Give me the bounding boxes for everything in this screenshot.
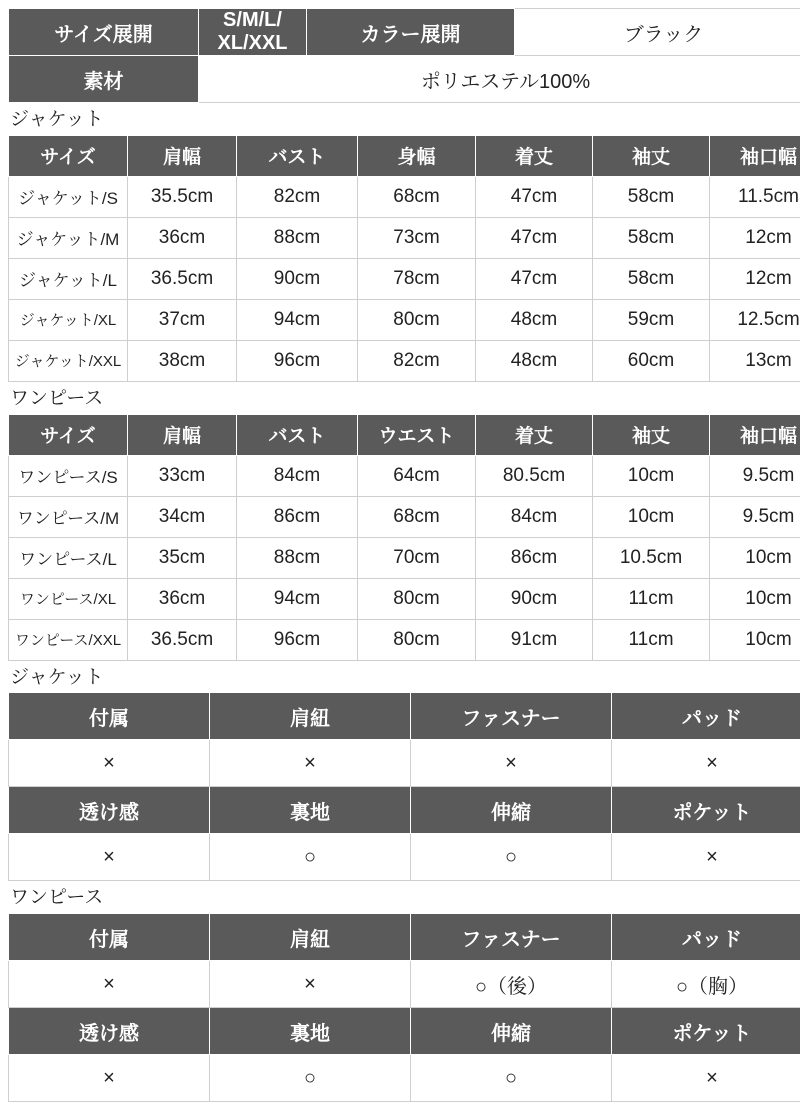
cell-stretch: ○ [411, 834, 612, 881]
cell-body-width: 78cm [358, 258, 476, 299]
table-row [9, 496, 800, 537]
cell-pad: ○（胸） [612, 961, 800, 1008]
cell-cuff-width: 11.5cm [710, 176, 800, 217]
table-row [9, 578, 800, 619]
cell-cuff-width: 10cm [710, 619, 800, 660]
cell-shoulder: 36cm [128, 217, 237, 258]
header-stretch: 伸縮 [411, 1008, 612, 1055]
cell-bust: 96cm [237, 619, 358, 660]
cell-lining: ○ [210, 1055, 411, 1102]
table-row [9, 961, 800, 1008]
header-cuff-width: 袖口幅 [710, 135, 800, 176]
cell-length: 47cm [476, 258, 593, 299]
cell-shoulder: 33cm [128, 455, 237, 496]
cell-waist: 80cm [358, 578, 476, 619]
header-length: 着丈 [476, 135, 593, 176]
cell-length: 84cm [476, 496, 593, 537]
header-sheerness: 透け感 [9, 787, 210, 834]
cell-bust: 84cm [237, 455, 358, 496]
cell-strap: × [210, 740, 411, 787]
header-shoulder: 肩幅 [128, 135, 237, 176]
cell-cuff-width: 10cm [710, 537, 800, 578]
cell-bust: 94cm [237, 578, 358, 619]
table-header-row [9, 914, 800, 961]
caption-dress-measurements: ワンピース [10, 388, 792, 411]
cell-sleeve-length: 60cm [593, 340, 710, 381]
cell-size: ワンピース/L [9, 537, 128, 578]
cell-cuff-width: 9.5cm [710, 496, 800, 537]
header-shoulder: 肩幅 [128, 414, 237, 455]
header-waist: ウエスト [358, 414, 476, 455]
cell-shoulder: 36.5cm [128, 258, 237, 299]
cell-pad: × [612, 740, 800, 787]
header-pad: パッド [612, 914, 800, 961]
cell-color-label: カラー展開 [307, 9, 515, 56]
cell-length: 48cm [476, 340, 593, 381]
cell-length: 80.5cm [476, 455, 593, 496]
cell-pocket: × [612, 1055, 800, 1102]
cell-body-width: 80cm [358, 299, 476, 340]
header-strap: 肩紐 [210, 914, 411, 961]
header-sheerness: 透け感 [9, 1008, 210, 1055]
cell-sleeve-length: 10cm [593, 455, 710, 496]
cell-bust: 86cm [237, 496, 358, 537]
cell-shoulder: 36.5cm [128, 619, 237, 660]
table-row [9, 217, 800, 258]
table-header-row [9, 1008, 800, 1055]
header-body-width: 身幅 [358, 135, 476, 176]
cell-color-value: ブラック [515, 9, 800, 56]
cell-sleeve-length: 58cm [593, 176, 710, 217]
header-cuff-width: 袖口幅 [710, 414, 800, 455]
cell-bust: 88cm [237, 537, 358, 578]
size-range-line2: XL/XXL [217, 32, 287, 54]
cell-shoulder: 35cm [128, 537, 237, 578]
cell-size-range-value [199, 9, 307, 56]
cell-zipper: × [411, 740, 612, 787]
table-row [9, 1055, 800, 1102]
table-row [9, 537, 800, 578]
cell-sleeve-length: 58cm [593, 217, 710, 258]
cell-length: 90cm [476, 578, 593, 619]
cell-cuff-width: 12cm [710, 258, 800, 299]
header-stretch: 伸縮 [411, 787, 612, 834]
caption-jacket-features: ジャケット [10, 667, 792, 690]
cell-material-value: ポリエステル100% [199, 56, 800, 103]
cell-bust: 96cm [237, 340, 358, 381]
header-zipper: ファスナー [411, 693, 612, 740]
cell-stretch: ○ [411, 1055, 612, 1102]
table-row [9, 176, 800, 217]
header-pocket: ポケット [612, 787, 800, 834]
cell-body-width: 82cm [358, 340, 476, 381]
cell-sleeve-length: 11cm [593, 578, 710, 619]
cell-size: ジャケット/M [9, 217, 128, 258]
jacket-features-table [8, 692, 800, 881]
header-size: サイズ [9, 135, 128, 176]
dress-measurements-table [8, 414, 800, 661]
cell-length: 47cm [476, 217, 593, 258]
cell-size: ジャケット/S [9, 176, 128, 217]
cell-length: 86cm [476, 537, 593, 578]
cell-bust: 82cm [237, 176, 358, 217]
cell-cuff-width: 9.5cm [710, 455, 800, 496]
table-row [9, 299, 800, 340]
cell-sleeve-length: 11cm [593, 619, 710, 660]
header-lining: 裏地 [210, 1008, 411, 1055]
dress-features-table [8, 913, 800, 1102]
cell-cuff-width: 12.5cm [710, 299, 800, 340]
table-row [9, 56, 800, 103]
header-size: サイズ [9, 414, 128, 455]
cell-size: ジャケット/XXL [9, 340, 128, 381]
summary-table [8, 8, 800, 103]
table-row [9, 619, 800, 660]
cell-size: ワンピース/M [9, 496, 128, 537]
header-strap: 肩紐 [210, 693, 411, 740]
table-header-row [9, 135, 800, 176]
cell-cuff-width: 13cm [710, 340, 800, 381]
cell-shoulder: 36cm [128, 578, 237, 619]
cell-strap: × [210, 961, 411, 1008]
cell-waist: 70cm [358, 537, 476, 578]
cell-zipper: ○（後） [411, 961, 612, 1008]
cell-length: 91cm [476, 619, 593, 660]
header-lining: 裏地 [210, 787, 411, 834]
header-zipper: ファスナー [411, 914, 612, 961]
table-header-row [9, 787, 800, 834]
cell-length: 47cm [476, 176, 593, 217]
cell-shoulder: 38cm [128, 340, 237, 381]
header-pad: パッド [612, 693, 800, 740]
cell-sleeve-length: 10.5cm [593, 537, 710, 578]
header-pocket: ポケット [612, 1008, 800, 1055]
cell-bust: 88cm [237, 217, 358, 258]
cell-size: ワンピース/S [9, 455, 128, 496]
cell-sheerness: × [9, 1055, 210, 1102]
table-row [9, 340, 800, 381]
header-bust: バスト [237, 135, 358, 176]
header-length: 着丈 [476, 414, 593, 455]
cell-material-label: 素材 [9, 56, 199, 103]
cell-size: ジャケット/L [9, 258, 128, 299]
cell-sleeve-length: 58cm [593, 258, 710, 299]
cell-lining: ○ [210, 834, 411, 881]
cell-shoulder: 37cm [128, 299, 237, 340]
cell-waist: 80cm [358, 619, 476, 660]
cell-size-range-label: サイズ展開 [9, 9, 199, 56]
table-row [9, 740, 800, 787]
cell-length: 48cm [476, 299, 593, 340]
header-accessory: 付属 [9, 914, 210, 961]
cell-waist: 68cm [358, 496, 476, 537]
cell-accessory: × [9, 740, 210, 787]
cell-size: ワンピース/XXL [9, 619, 128, 660]
table-row [9, 834, 800, 881]
cell-shoulder: 35.5cm [128, 176, 237, 217]
table-header-row [9, 693, 800, 740]
cell-bust: 94cm [237, 299, 358, 340]
header-bust: バスト [237, 414, 358, 455]
cell-accessory: × [9, 961, 210, 1008]
table-header-row [9, 414, 800, 455]
cell-body-width: 73cm [358, 217, 476, 258]
cell-waist: 64cm [358, 455, 476, 496]
cell-cuff-width: 12cm [710, 217, 800, 258]
header-sleeve-length: 袖丈 [593, 135, 710, 176]
caption-dress-features: ワンピース [10, 887, 792, 910]
cell-size: ジャケット/XL [9, 299, 128, 340]
header-sleeve-length: 袖丈 [593, 414, 710, 455]
cell-size: ワンピース/XL [9, 578, 128, 619]
table-row [9, 9, 800, 56]
jacket-measurements-table [8, 135, 800, 382]
cell-body-width: 68cm [358, 176, 476, 217]
cell-sheerness: × [9, 834, 210, 881]
header-accessory: 付属 [9, 693, 210, 740]
cell-bust: 90cm [237, 258, 358, 299]
cell-cuff-width: 10cm [710, 578, 800, 619]
table-row [9, 258, 800, 299]
cell-sleeve-length: 59cm [593, 299, 710, 340]
cell-shoulder: 34cm [128, 496, 237, 537]
size-range-line1: S/M/L/ [223, 9, 282, 31]
cell-sleeve-length: 10cm [593, 496, 710, 537]
caption-jacket-measurements: ジャケット [10, 109, 792, 132]
cell-pocket: × [612, 834, 800, 881]
table-row [9, 455, 800, 496]
